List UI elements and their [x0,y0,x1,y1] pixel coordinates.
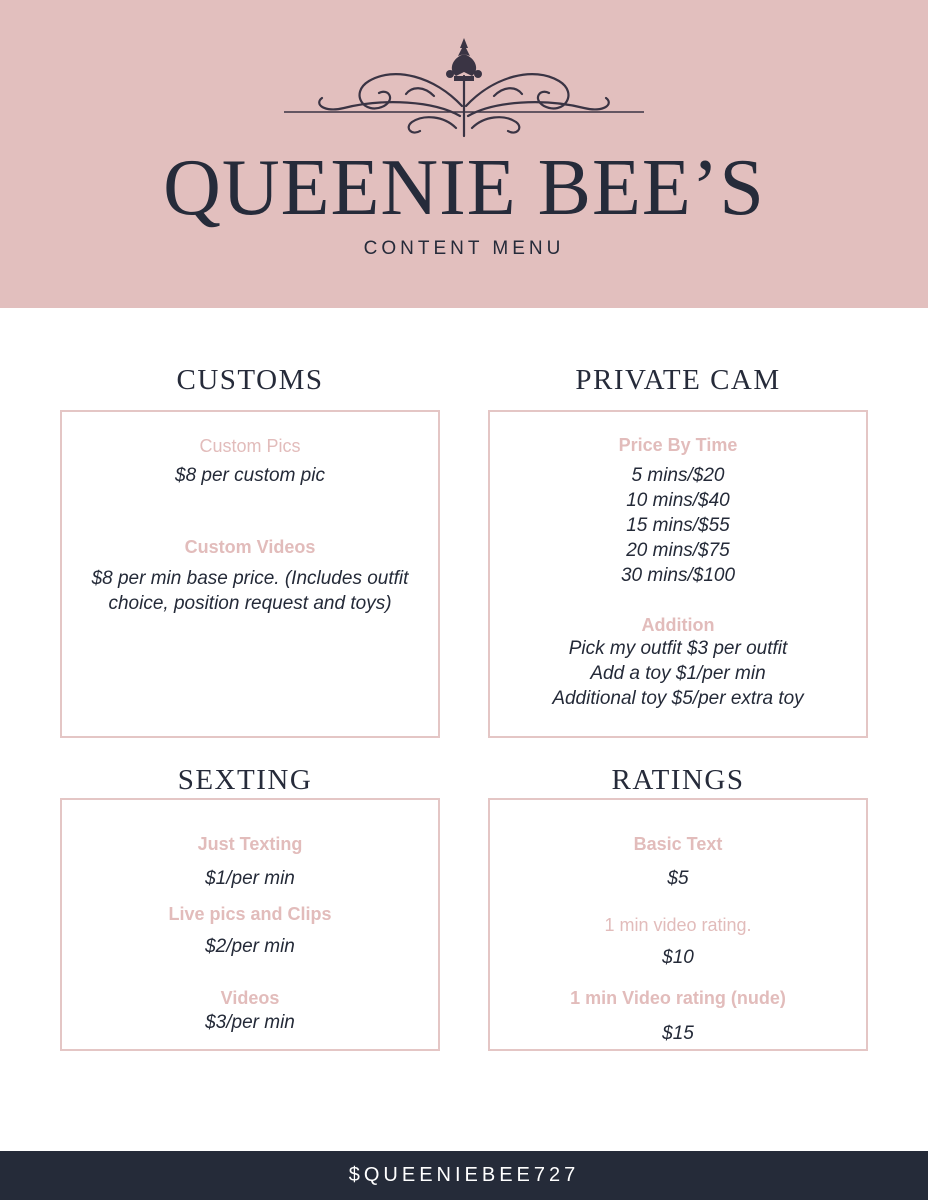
custom-videos-heading: Custom Videos [184,537,316,557]
live-pics-heading: Live pics and Clips [168,904,332,924]
addition-heading: Addition [641,615,715,635]
basic-text-heading: Basic Text [633,834,723,854]
addition-row: Additional toy $5/per extra toy [552,688,804,709]
custom-videos-price-line1: $8 per min base price. (Includes outfit [91,568,409,589]
live-pics-price: $2/per min [205,936,295,957]
price-row: 15 mins/$55 [626,515,730,536]
price-row: 5 mins/$20 [631,465,725,486]
custom-pics-heading: Custom Pics [199,436,301,456]
private-cam-card [488,410,868,738]
cashtag-handle: $QUEENIEBEE727 [348,1164,580,1186]
flourish-ornament-icon [284,36,644,142]
private-cam-title: PRIVATE CAM [575,364,781,396]
custom-videos-price-line2: choice, position request and toys) [108,593,392,614]
customs-title: CUSTOMS [176,364,324,396]
nude-video-rating-price: $15 [662,1023,694,1044]
video-rating-heading: 1 min video rating. [604,915,752,935]
addition-row: Add a toy $1/per min [590,663,766,684]
price-by-time-heading: Price By Time [618,435,738,455]
ratings-card [488,798,868,1051]
price-row: 30 mins/$100 [620,565,736,586]
customs-card [60,410,440,738]
price-row: 10 mins/$40 [626,490,730,511]
videos-price: $3/per min [205,1012,295,1033]
header-banner [0,0,928,308]
videos-heading: Videos [220,988,280,1008]
price-row: 20 mins/$75 [626,540,730,561]
ratings-title: RATINGS [611,764,745,796]
footer-bar [0,1151,928,1200]
custom-pics-price: $8 per custom pic [175,465,325,486]
sexting-card [60,798,440,1051]
video-rating-price: $10 [662,947,694,968]
menu-subtitle: CONTENT MENU [363,238,565,259]
nude-video-rating-heading: 1 min Video rating (nude) [570,988,786,1008]
brand-title: QUEENIE BEE’S [163,144,765,232]
addition-row: Pick my outfit $3 per outfit [568,638,788,659]
basic-text-price: $5 [667,868,689,889]
just-texting-price: $1/per min [205,868,295,889]
just-texting-heading: Just Texting [197,834,303,854]
sexting-title: SEXTING [177,764,313,796]
